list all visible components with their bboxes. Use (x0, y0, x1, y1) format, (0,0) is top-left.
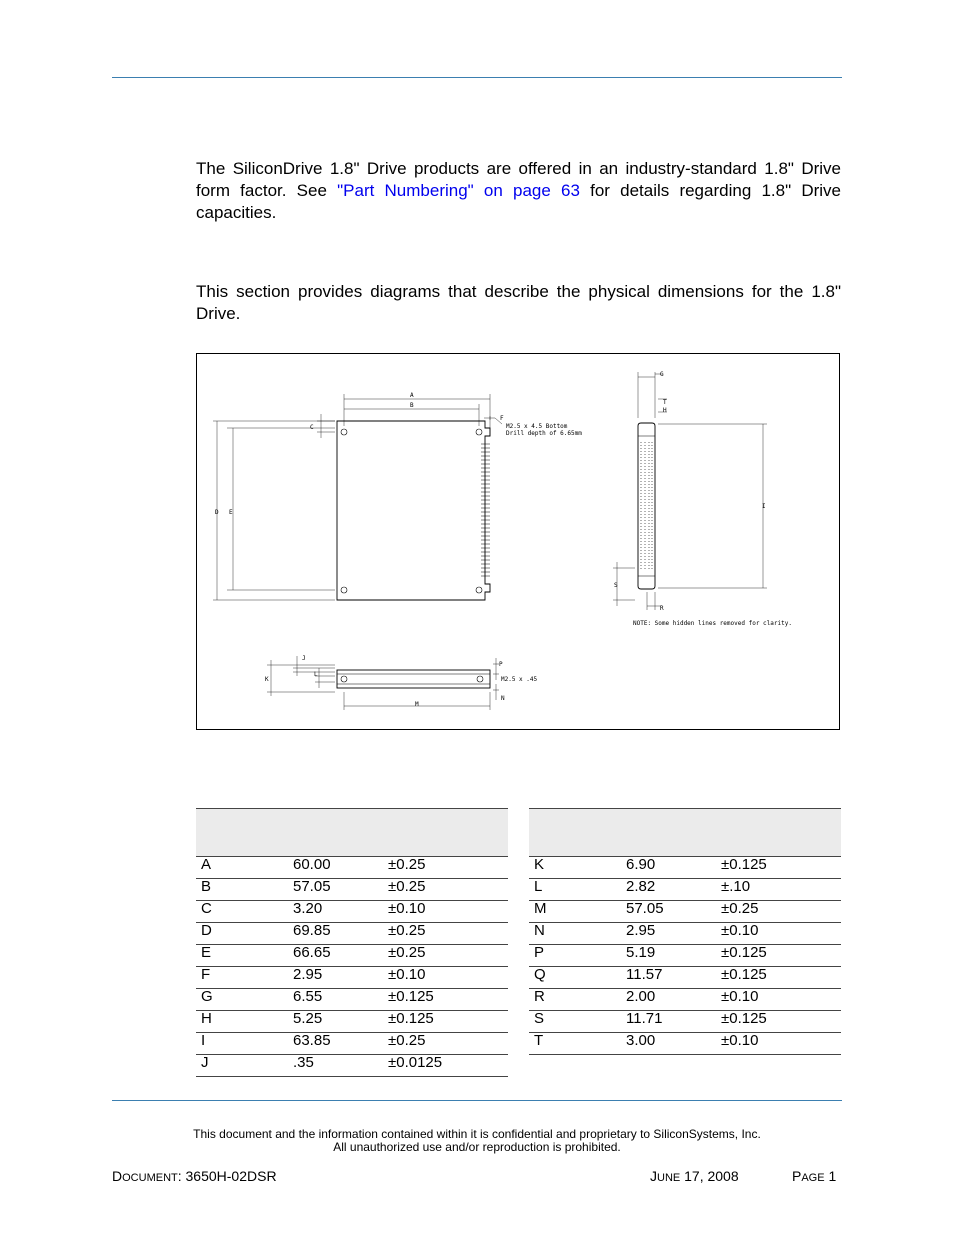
document-date: JUNE 17, 2008 (650, 1168, 739, 1184)
label-H: H (663, 407, 667, 414)
label-J: J (302, 655, 306, 662)
mount-hole (341, 676, 347, 682)
table-row: D 69.85 ±0.25 (196, 923, 508, 945)
side-view-outline (638, 423, 655, 589)
part-numbering-link[interactable]: "Part Numbering" on page 63 (337, 181, 580, 200)
table-row: S 11.71 ±0.125 (529, 1011, 841, 1033)
label-P: P (499, 661, 503, 668)
drill-note-1: M2.5 x 4.5 Bottom (506, 423, 568, 430)
label-E: E (229, 509, 233, 516)
dimension-diagram (196, 353, 840, 730)
mount-hole (476, 429, 482, 435)
drill-note-2: Drill depth of 6.65mm (506, 430, 582, 437)
front-view-outline (337, 670, 490, 688)
dim-lines-front (267, 656, 499, 710)
label-B: B (410, 402, 414, 409)
table-row: A 60.00 ±0.25 (196, 857, 508, 879)
table-row: E 66.65 ±0.25 (196, 945, 508, 967)
label-I: I (762, 503, 766, 510)
dimension-table-right (529, 808, 841, 1055)
label-K: K (265, 676, 269, 683)
footer-rule (112, 1100, 842, 1101)
board-outline (337, 421, 490, 600)
connector-pins (481, 444, 490, 576)
table-row: N 2.95 ±0.10 (529, 923, 841, 945)
mount-hole (341, 429, 347, 435)
label-F: F (500, 415, 504, 422)
table-header-row (529, 809, 841, 857)
label-S: S (614, 582, 618, 589)
label-A: A (410, 392, 414, 399)
label-D: D (215, 509, 219, 516)
label-T: T (663, 399, 667, 406)
table-row: L 2.82 ±.10 (529, 879, 841, 901)
document-number: DOCUMENT: 3650H-02DSR (112, 1168, 277, 1184)
table-row: Q 11.57 ±0.125 (529, 967, 841, 989)
intro-paragraph (196, 158, 841, 224)
confidential-line-2: All unauthorized use and/or reproduction is prohibited. (333, 1140, 621, 1154)
dimension-table-left (196, 808, 508, 1077)
table-row: R 2.00 ±0.10 (529, 989, 841, 1011)
label-N: N (501, 695, 505, 702)
table-row: C 3.20 ±0.10 (196, 901, 508, 923)
label-L: L (314, 671, 318, 678)
table-row: T 3.00 ±0.10 (529, 1033, 841, 1055)
table-row: K 6.90 ±0.125 (529, 857, 841, 879)
table-row: B 57.05 ±0.25 (196, 879, 508, 901)
intro-text-2: for details regarding 1.8" Drive capacities. (196, 181, 841, 222)
label-G: G (660, 371, 664, 378)
mount-hole (476, 587, 482, 593)
table-row: M 57.05 ±0.25 (529, 901, 841, 923)
page-number: PAGE 1 (792, 1168, 837, 1184)
dim-lines-side (613, 372, 767, 610)
header-rule (112, 77, 842, 78)
table-row: H 5.25 ±0.125 (196, 1011, 508, 1033)
table-row: J .35 ±0.0125 (196, 1055, 508, 1077)
mount-hole (477, 676, 483, 682)
mount-hole (341, 587, 347, 593)
confidential-line-1: This document and the information contained within it is confidential and proprietary to SiliconSystems, Inc. (193, 1127, 761, 1141)
diagram-note: NOTE: Some hidden lines removed for clarity. (633, 620, 792, 627)
dim-lines-top (213, 394, 502, 600)
table-row: I 63.85 ±0.25 (196, 1033, 508, 1055)
label-C: C (310, 424, 314, 431)
table-row: G 6.55 ±0.125 (196, 989, 508, 1011)
label-M: M (415, 701, 419, 708)
table-row: P 5.19 ±0.125 (529, 945, 841, 967)
table-row: F 2.95 ±0.10 (196, 967, 508, 989)
label-R: R (660, 605, 664, 612)
m25-note: M2.5 x .45 (501, 676, 538, 683)
table-header-row (196, 809, 508, 857)
section-paragraph: This section provides diagrams that describe the physical dimensions for the 1.8" Drive. (196, 282, 841, 323)
intro-text-1: The SiliconDrive 1.8" Drive products are offered in an industry-standard 1.8" Drive form factor. See (196, 159, 841, 200)
